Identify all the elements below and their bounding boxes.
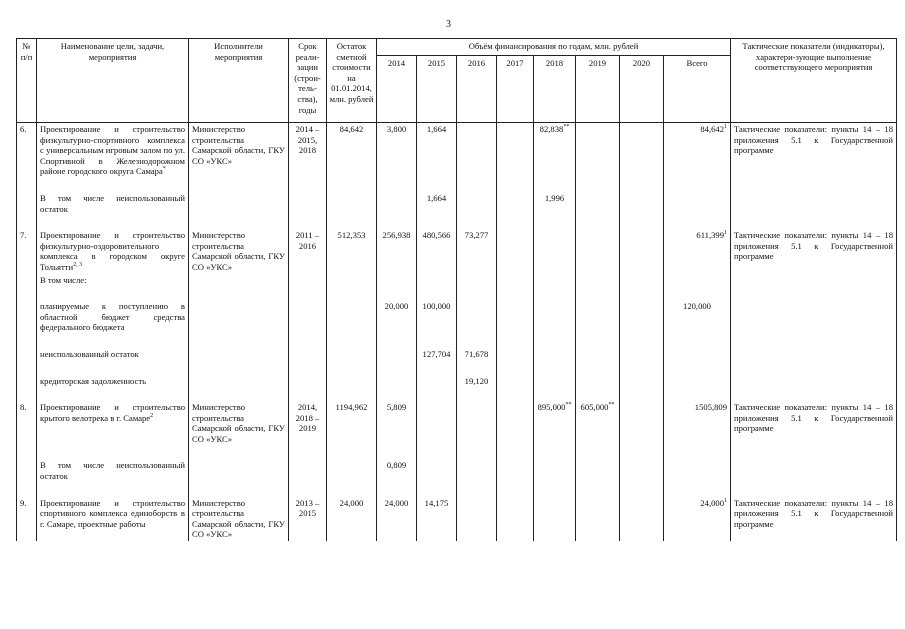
table-row (17, 401, 897, 445)
value-2019 (576, 123, 620, 178)
col-year-header: 2015 (417, 56, 457, 123)
row-number: 9. (17, 497, 37, 541)
col-indicators-header: Тактические показатели (индикаторы), характери-зующие выполнение соответствующего мероприятия (731, 39, 897, 123)
value-total: 84,642$^1$ (664, 123, 731, 178)
value-2014: 5,809 (377, 401, 417, 445)
table-row (17, 192, 897, 215)
term: 2011 – 2016 (289, 229, 327, 273)
value-2016: 73,277 (457, 229, 497, 273)
row-number: 6. (17, 123, 37, 178)
value-2018: 1,996 (534, 192, 576, 215)
table-row (17, 459, 897, 482)
table-row (17, 348, 897, 361)
col-funding-header: Объём финансирования по годам, млн. рублей (377, 39, 731, 56)
col-year-header: 2017 (497, 56, 534, 123)
value-total: 1505,809 (664, 401, 731, 445)
value-2015: 480,566 (417, 229, 457, 273)
col-num-header: № п/п (17, 39, 37, 123)
header-row-1 (17, 39, 897, 56)
value-total: 24,000$^1$ (664, 497, 731, 541)
value-2015: 14,175 (417, 497, 457, 541)
measure-name: В том числе неиспользованный остаток (37, 459, 189, 482)
row-number: 7. (17, 229, 37, 273)
col-term-header: Срок реали-зации (строи-тель-ства), годы (289, 39, 327, 123)
balance: 1194,962 (327, 401, 377, 445)
col-balance-header: Остаток сметной стоимости на 01.01.2014, млн. рублей (327, 39, 377, 123)
value-2014: 3,800 (377, 123, 417, 178)
balance: 84,642 (327, 123, 377, 178)
balance: 512,353 (327, 229, 377, 273)
funding-table (16, 38, 897, 541)
measure-name: Проектирование и строительство крытого велотрека в г. Самаре$^2$ (37, 401, 189, 445)
measure-name: кредиторская задолженность (37, 375, 189, 388)
col-year-header: 2018 (534, 56, 576, 123)
page-number: 3 (446, 19, 451, 30)
indicators: Тактические показатели: пункты 14 – 18 приложения 5.1 к Государственной программе (731, 123, 897, 178)
value-total: 120,000 (664, 300, 731, 334)
table-row (17, 300, 897, 334)
measure-name: Проектирование и строительство физкультурно-оздоровительного комплекса в городском округе Тольятти$^{2, 3}$ (37, 229, 189, 273)
value-2016: 71,678 (457, 348, 497, 361)
balance: 24,000 (327, 497, 377, 541)
measure-name: планируемые к поступлению в областной бюджет средства федерального бюджета (37, 300, 189, 334)
table-row (17, 375, 897, 388)
table-row (17, 123, 897, 178)
value-2016: 19,120 (457, 375, 497, 388)
indicators: Тактические показатели: пункты 14 – 18 приложения 5.1 к Государственной программе (731, 401, 897, 445)
value-2019: 605,000** (576, 401, 620, 445)
value-2016 (457, 123, 497, 178)
term: 2013 – 2015 (289, 497, 327, 541)
table-row (17, 229, 897, 273)
measure-name: Проектирование и строительство физкультурно-спортивного комплекса с универсальным игровым залом по ул. Спортивной в Железнодорожном районе городского округа Самара* (37, 123, 189, 178)
measure-name: Проектирование и строительство спортивного комплекса единоборств в г. Самаре, проектные работы (37, 497, 189, 541)
table-row (17, 274, 897, 287)
measure-name: В том числе неиспользованный остаток (37, 192, 189, 215)
executors: Министерство строительства Самарской области, ГКУ СО «УКС» (189, 229, 289, 273)
value-2014: 20,000 (377, 300, 417, 334)
table-row (17, 497, 897, 541)
value-2017 (497, 123, 534, 178)
value-total: 611,399$^1$ (664, 229, 731, 273)
col-year-header: 2019 (576, 56, 620, 123)
value-2015: 1,664 (417, 123, 457, 178)
indicators: Тактические показатели: пункты 14 – 18 приложения 5.1 к Государственной программе (731, 229, 897, 273)
value-2018: 895,000** (534, 401, 576, 445)
value-2015: 127,704 (417, 348, 457, 361)
value-2014: 256,938 (377, 229, 417, 273)
measure-name: В том числе: (37, 274, 189, 287)
col-year-header: 2020 (620, 56, 664, 123)
value-2020 (620, 123, 664, 178)
value-2014: 24,000 (377, 497, 417, 541)
term: 2014, 2018 – 2019 (289, 401, 327, 445)
col-year-header: 2016 (457, 56, 497, 123)
col-name-header: Наименование цели, задачи, мероприятия (37, 39, 189, 123)
indicators: Тактические показатели: пункты 14 – 18 приложения 5.1 к Государственной программе (731, 497, 897, 541)
value-2015: 1,664 (417, 192, 457, 215)
value-2018: 82,838** (534, 123, 576, 178)
term: 2014 – 2015, 2018 (289, 123, 327, 178)
col-year-header: 2014 (377, 56, 417, 123)
measure-name: неиспользованный остаток (37, 348, 189, 361)
executors: Министерство строительства Самарской области, ГКУ СО «УКС» (189, 497, 289, 541)
value-2015: 100,000 (417, 300, 457, 334)
col-total-header: Всего (664, 56, 731, 123)
value-2014: 0,809 (377, 459, 417, 482)
row-number: 8. (17, 401, 37, 445)
executors: Министерство строительства Самарской области, ГКУ СО «УКС» (189, 123, 289, 178)
executors: Министерство строительства Самарской области, ГКУ СО «УКС» (189, 401, 289, 445)
col-executors-header: Исполнители мероприятия (189, 39, 289, 123)
